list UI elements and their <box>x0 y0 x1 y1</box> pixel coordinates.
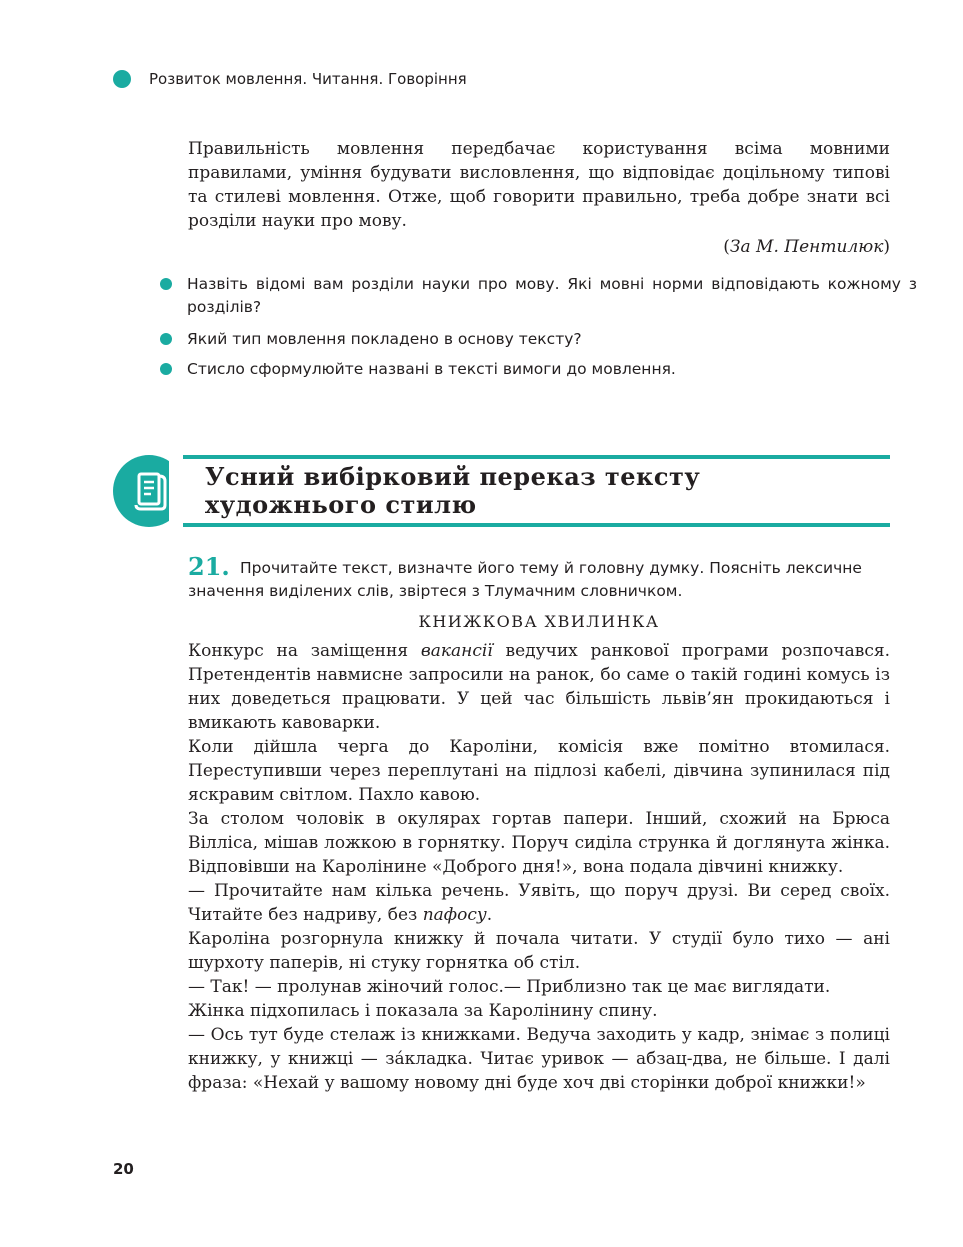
story-title: КНИЖКОВА ХВИЛИНКА <box>418 612 660 631</box>
scroll-document-icon <box>133 471 167 511</box>
story-body <box>188 639 890 1095</box>
question-text: Стисло сформулюйте названі в тексті вимоги до мовлення. <box>187 360 676 378</box>
page-number: 20 <box>113 1160 134 1178</box>
bullet-icon <box>160 363 172 375</box>
story-paragraph: — Прочитайте нам кілька речень. Уявіть, що поруч друзі. Ви серед своїх. Читайте без надриву, без пафосу. <box>188 881 890 925</box>
header-text: Розвиток мовлення. Читання. Говоріння <box>149 70 467 88</box>
exercise-number: 21. <box>188 552 230 581</box>
author-attribution: (За М. Пентилюк) <box>723 237 890 257</box>
story-paragraph: — Ось тут буде стелаж із книжками. Ведуча заходить у кадр, знімає з полиці книжку, у книжці — за́кладка. Читає уривок — абзац-два, не більше. І далі фраза: «Нехай у вашому новому дні буде хоч дві сторінки доброї книжки!» <box>188 1025 890 1093</box>
story-paragraph: За столом чоловік в окулярах гортав папери. Інший, схожий на Брюса Вілліса, мішав ложкою в горнятку. Поруч сиділа струнка й доглянута жінка. Відповівши на Каролінине «Доброго дня!», вона подала дівчині книжку. <box>188 809 890 877</box>
intro-paragraph: Правильність мовлення передбачає користування всіма мовними правилами, уміння будувати висловлення, що відповідає доцільному типові та стилеві мовлення. Отже, щоб говорити правильно, треба добре знати всі розділи науки про мову. <box>188 139 890 231</box>
highlighted-word: пафосу <box>422 905 487 925</box>
header-bullet-icon <box>113 70 131 88</box>
question-item <box>160 328 917 351</box>
story-paragraph: Жінка підхопилась і показала за Каролінину спину. <box>188 1001 658 1021</box>
question-item <box>160 273 917 319</box>
section-title: Усний вибірковий переказ тексту художнього стилю <box>205 462 701 519</box>
question-text: Який тип мовлення покладено в основу тексту? <box>187 330 582 348</box>
section-heading <box>113 455 890 527</box>
section-rule-bottom <box>183 523 890 527</box>
running-header <box>113 70 467 88</box>
author-name: За М. Пентилюк <box>729 237 884 257</box>
story-paragraph: Коли дійшла черга до Кароліни, комісія вже помітно втомилася. Переступивши через переплутані на підлозі кабелі, дівчина зупинилася під яскравим світлом. Пахло кавою. <box>188 737 890 805</box>
bullet-icon <box>160 278 172 290</box>
highlighted-word: вакансії <box>420 641 493 661</box>
section-rule-top <box>183 455 890 459</box>
exercise-task: Прочитайте текст, визначте його тему й головну думку. Поясніть лексичне значення виділених слів, звіртеся з Тлумачним словничком. <box>188 559 862 600</box>
story-paragraph: Конкурс на заміщення вакансії ведучих ранкової програми розпочався. Претендентів навмисне запросили на ранок, бо саме о такій годині комусь із них доведеться працювати. У цей час більшість львів’ян прокидаються і вмикають кавоварки. <box>188 641 890 733</box>
story-paragraph: Кароліна розгорнула книжку й почала читати. У студії було тихо — ані шурхоту паперів, ні стуку горнятка об стіл. <box>188 929 890 973</box>
question-text: Назвіть відомі вам розділи науки про мову. Які мовні норми відповідають кожному з розділів? <box>187 275 917 316</box>
question-item <box>160 358 917 381</box>
story-paragraph: — Так! — пролунав жіночий голос.— Приблизно так це має виглядати. <box>188 977 831 997</box>
bullet-icon <box>160 333 172 345</box>
